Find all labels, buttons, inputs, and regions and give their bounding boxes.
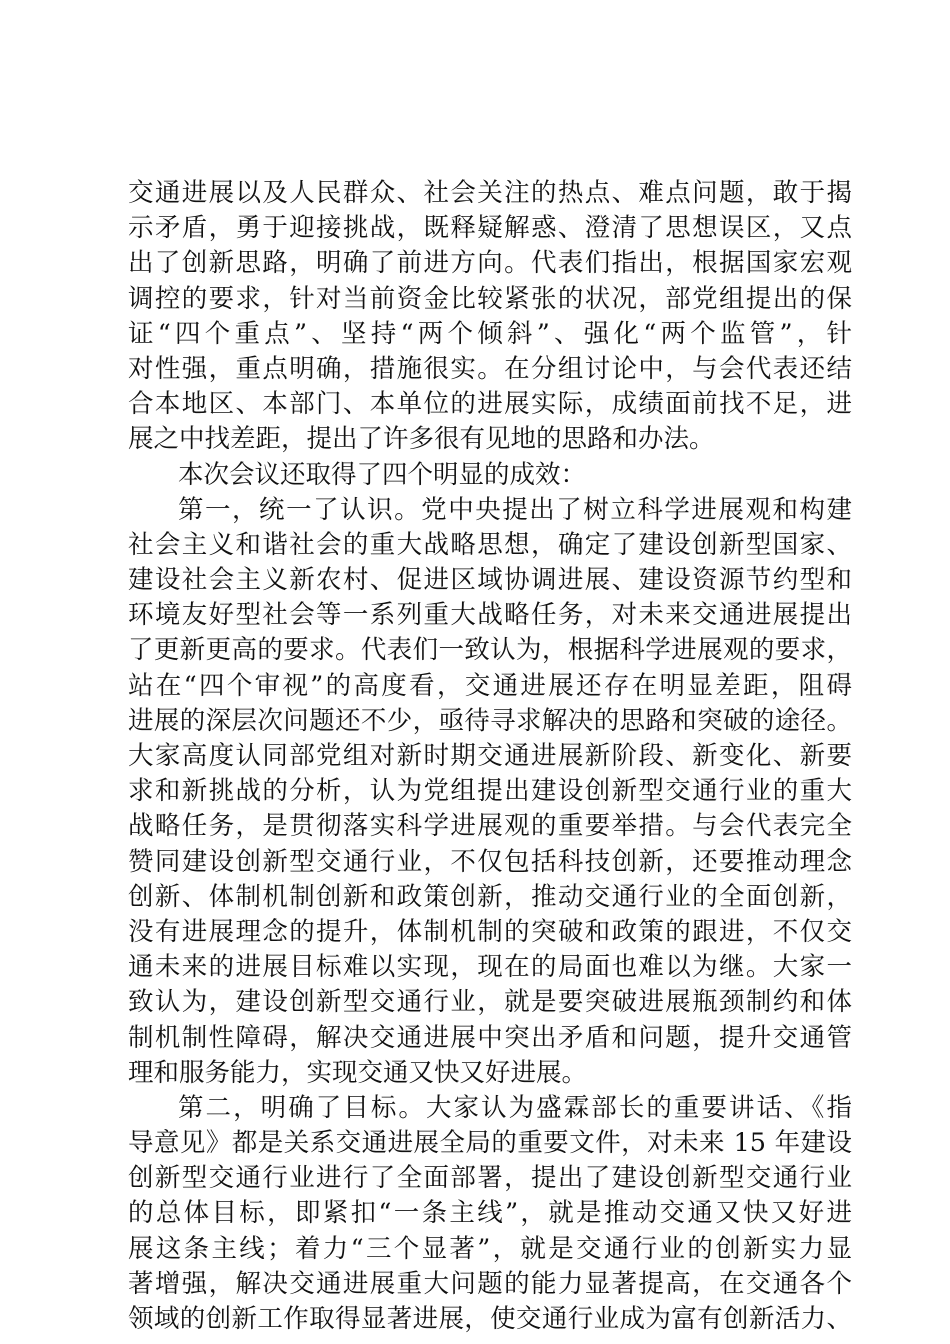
text-line: 对性强，重点明确，措施很实。在分组讨论中，与会代表还结 [128, 353, 852, 384]
text-line: 证“四个重点”、坚持“两个倾斜”、强化“两个监管”，针 [128, 318, 852, 349]
text-line: 本次会议还取得了四个明显的成效： [178, 459, 587, 490]
text-line: 交通进展以及人民群众、社会关注的热点、难点问题，敢于揭 [128, 178, 852, 208]
text-line: 环境友好型社会等一系列重大战略任务，对未来交通进展提出 [128, 600, 852, 631]
text-line: 的总体目标，即紧扣“一条主线”，就是推动交通又快又好进 [128, 1198, 852, 1229]
text-line: 创新、体制机制创新和政策创新，推动交通行业的全面创新， [128, 881, 852, 912]
text-line: 站在“四个审视”的高度看，交通进展还存在明显差距，阻碍 [128, 670, 852, 701]
text-line: 第一，统一了认识。党中央提出了树立科学进展观和构建 [178, 494, 852, 525]
text-line: 大家高度认同部党组对新时期交通进展新阶段、新变化、新要 [128, 741, 852, 771]
text-line: 调控的要求，针对当前资金比较紧张的状况，部党组提出的保 [128, 283, 852, 314]
text-line: 制机制性障碍，解决交通进展中突出矛盾和问题，提升交通管 [128, 1022, 852, 1053]
text-line: 领域的创新工作取得显著进展，使交通行业成为富有创新活力、 [128, 1304, 852, 1334]
text-line: 展之中找差距，提出了许多很有见地的思路和办法。 [128, 424, 715, 455]
text-line: 进展的深层次问题还不少，亟待寻求解决的思路和突破的途径。 [128, 705, 852, 736]
document-body [128, 176, 852, 1337]
text-line: 没有进展理念的提升，体制机制的突破和政策的跟进，不仅交 [128, 916, 852, 947]
text-line: 求和新挑战的分析，认为党组提出建设创新型交通行业的重大 [128, 776, 852, 807]
text-line: 社会主义和谐社会的重大战略思想，确定了建设创新型国家、 [128, 529, 852, 560]
text-line: 合本地区、本部门、本单位的进展实际，成绩面前找不足，进 [128, 389, 852, 420]
text-line: 展这条主线；着力“三个显著”，就是交通行业的创新实力显 [128, 1233, 852, 1264]
text-line: 了更新更高的要求。代表们一致认为，根据科学进展观的要求， [128, 635, 852, 666]
text-line: 著增强，解决交通进展重大问题的能力显著提高，在交通各个 [128, 1268, 852, 1299]
text-line: 出了创新思路，明确了前进方向。代表们指出，根据国家宏观 [128, 248, 852, 279]
text-line: 示矛盾，勇于迎接挑战，既释疑解惑、澄清了思想误区，又点 [128, 213, 852, 244]
text-line: 致认为，建设创新型交通行业，就是要突破进展瓶颈制约和体 [128, 987, 852, 1018]
text-line: 理和服务能力，实现交通又快又好进展。 [128, 1057, 588, 1088]
text-line: 建设社会主义新农村、促进区域协调进展、建设资源节约型和 [128, 565, 852, 596]
text-line: 赞同建设创新型交通行业，不仅包括科技创新，还要推动理念 [128, 846, 852, 877]
text-line: 第二，明确了目标。大家认为盛霖部长的重要讲话、《指 [178, 1092, 852, 1123]
text-line: 通未来的进展目标难以实现，现在的局面也难以为继。大家一 [128, 952, 852, 983]
text-line: 战略任务，是贯彻落实科学进展观的重要举措。与会代表完全 [128, 811, 852, 842]
text-line: 导意见》都是关系交通进展全局的重要文件，对未来 15 年建设 [128, 1128, 852, 1159]
text-line: 创新型交通行业进行了全面部署，提出了建设创新型交通行业 [128, 1163, 852, 1194]
